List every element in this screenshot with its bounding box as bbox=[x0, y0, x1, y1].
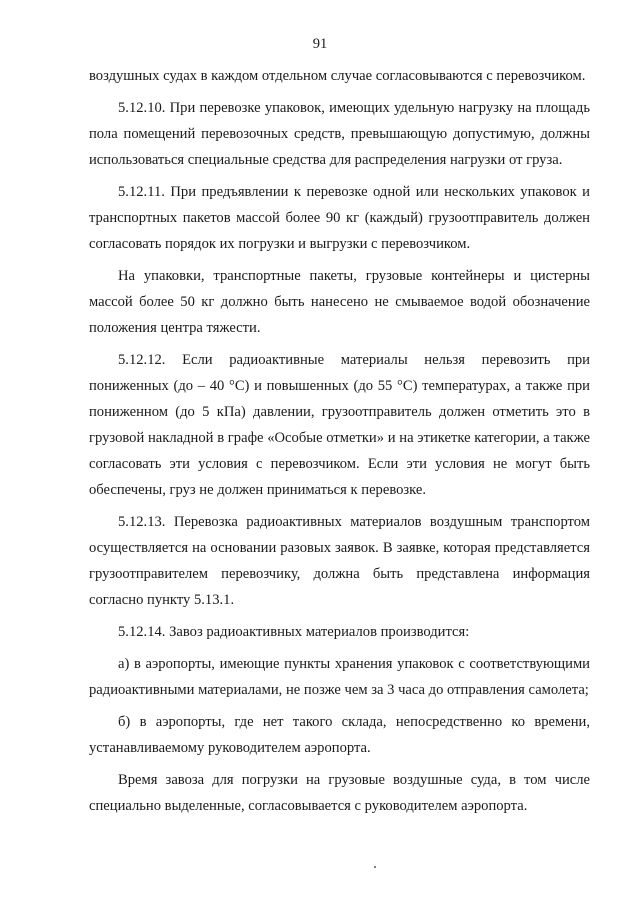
scan-speck bbox=[374, 866, 376, 868]
paragraph-5-12-13: 5.12.13. Перевозка радиоактивных материалов воздушным транспортом осуществляется на основании разовых заявок. В заявке, которая представляется грузоотправителем перевозчику, должна быть представлена информация согласно пункту 5.13.1. bbox=[89, 514, 590, 608]
paragraph-5-12-14: 5.12.14. Завоз радиоактивных материалов производится: bbox=[118, 624, 470, 640]
paragraph-5-12-10: 5.12.10. При перевозке упаковок, имеющих удельную нагрузку на площадь пола помещений перевозочных средств, превышающую допустимую, должны использоваться специальные средства для распределения нагрузки от груза. bbox=[89, 100, 590, 168]
paragraph-center-of-gravity: На упаковки, транспортные пакеты, грузовые контейнеры и цистерны массой более 50 кг должно быть нанесено не смываемое водой обозначение положения центра тяжести. bbox=[89, 268, 590, 336]
paragraph-5-12-11: 5.12.11. При предъявлении к перевозке одной или нескольких упаковок и транспортных пакетов массой более 90 кг (каждый) грузоотправитель должен согласовать порядок их погрузки и выгрузки с перевозчиком. bbox=[89, 184, 590, 252]
paragraph-delivery-time: Время завоза для погрузки на грузовые воздушные суда, в том числе специально выделенные, согласовывается с руководителем аэропорта. bbox=[89, 772, 590, 814]
list-item-b: б) в аэропорты, где нет такого склада, непосредственно ко времени, устанавливаемому руководителем аэропорта. bbox=[89, 714, 590, 756]
paragraph-5-12-12: 5.12.12. Если радиоактивные материалы нельзя перевозить при пониженных (до – 40 °С) и повышенных (до 55 °С) температурах, а также при пониженном (до 5 кПа) давлении, грузоотправитель должен отметить это в грузовой накладной в графе «Особые отметки» и на этикетке категории, а также согласовать эти условия с перевозчиком. Если эти условия не могут быть обеспечены, груз не должен приниматься к перевозке. bbox=[89, 352, 590, 498]
page-number: 91 bbox=[312, 36, 328, 52]
document-body bbox=[89, 63, 590, 825]
list-item-a: а) в аэропорты, имеющие пункты хранения упаковок с соответствующими радиоактивными материалами, не позже чем за 3 часа до отправления самолета; bbox=[89, 656, 590, 698]
paragraph-continuation: воздушных судах в каждом отдельном случае согласовываются с перевозчиком. bbox=[89, 68, 586, 84]
